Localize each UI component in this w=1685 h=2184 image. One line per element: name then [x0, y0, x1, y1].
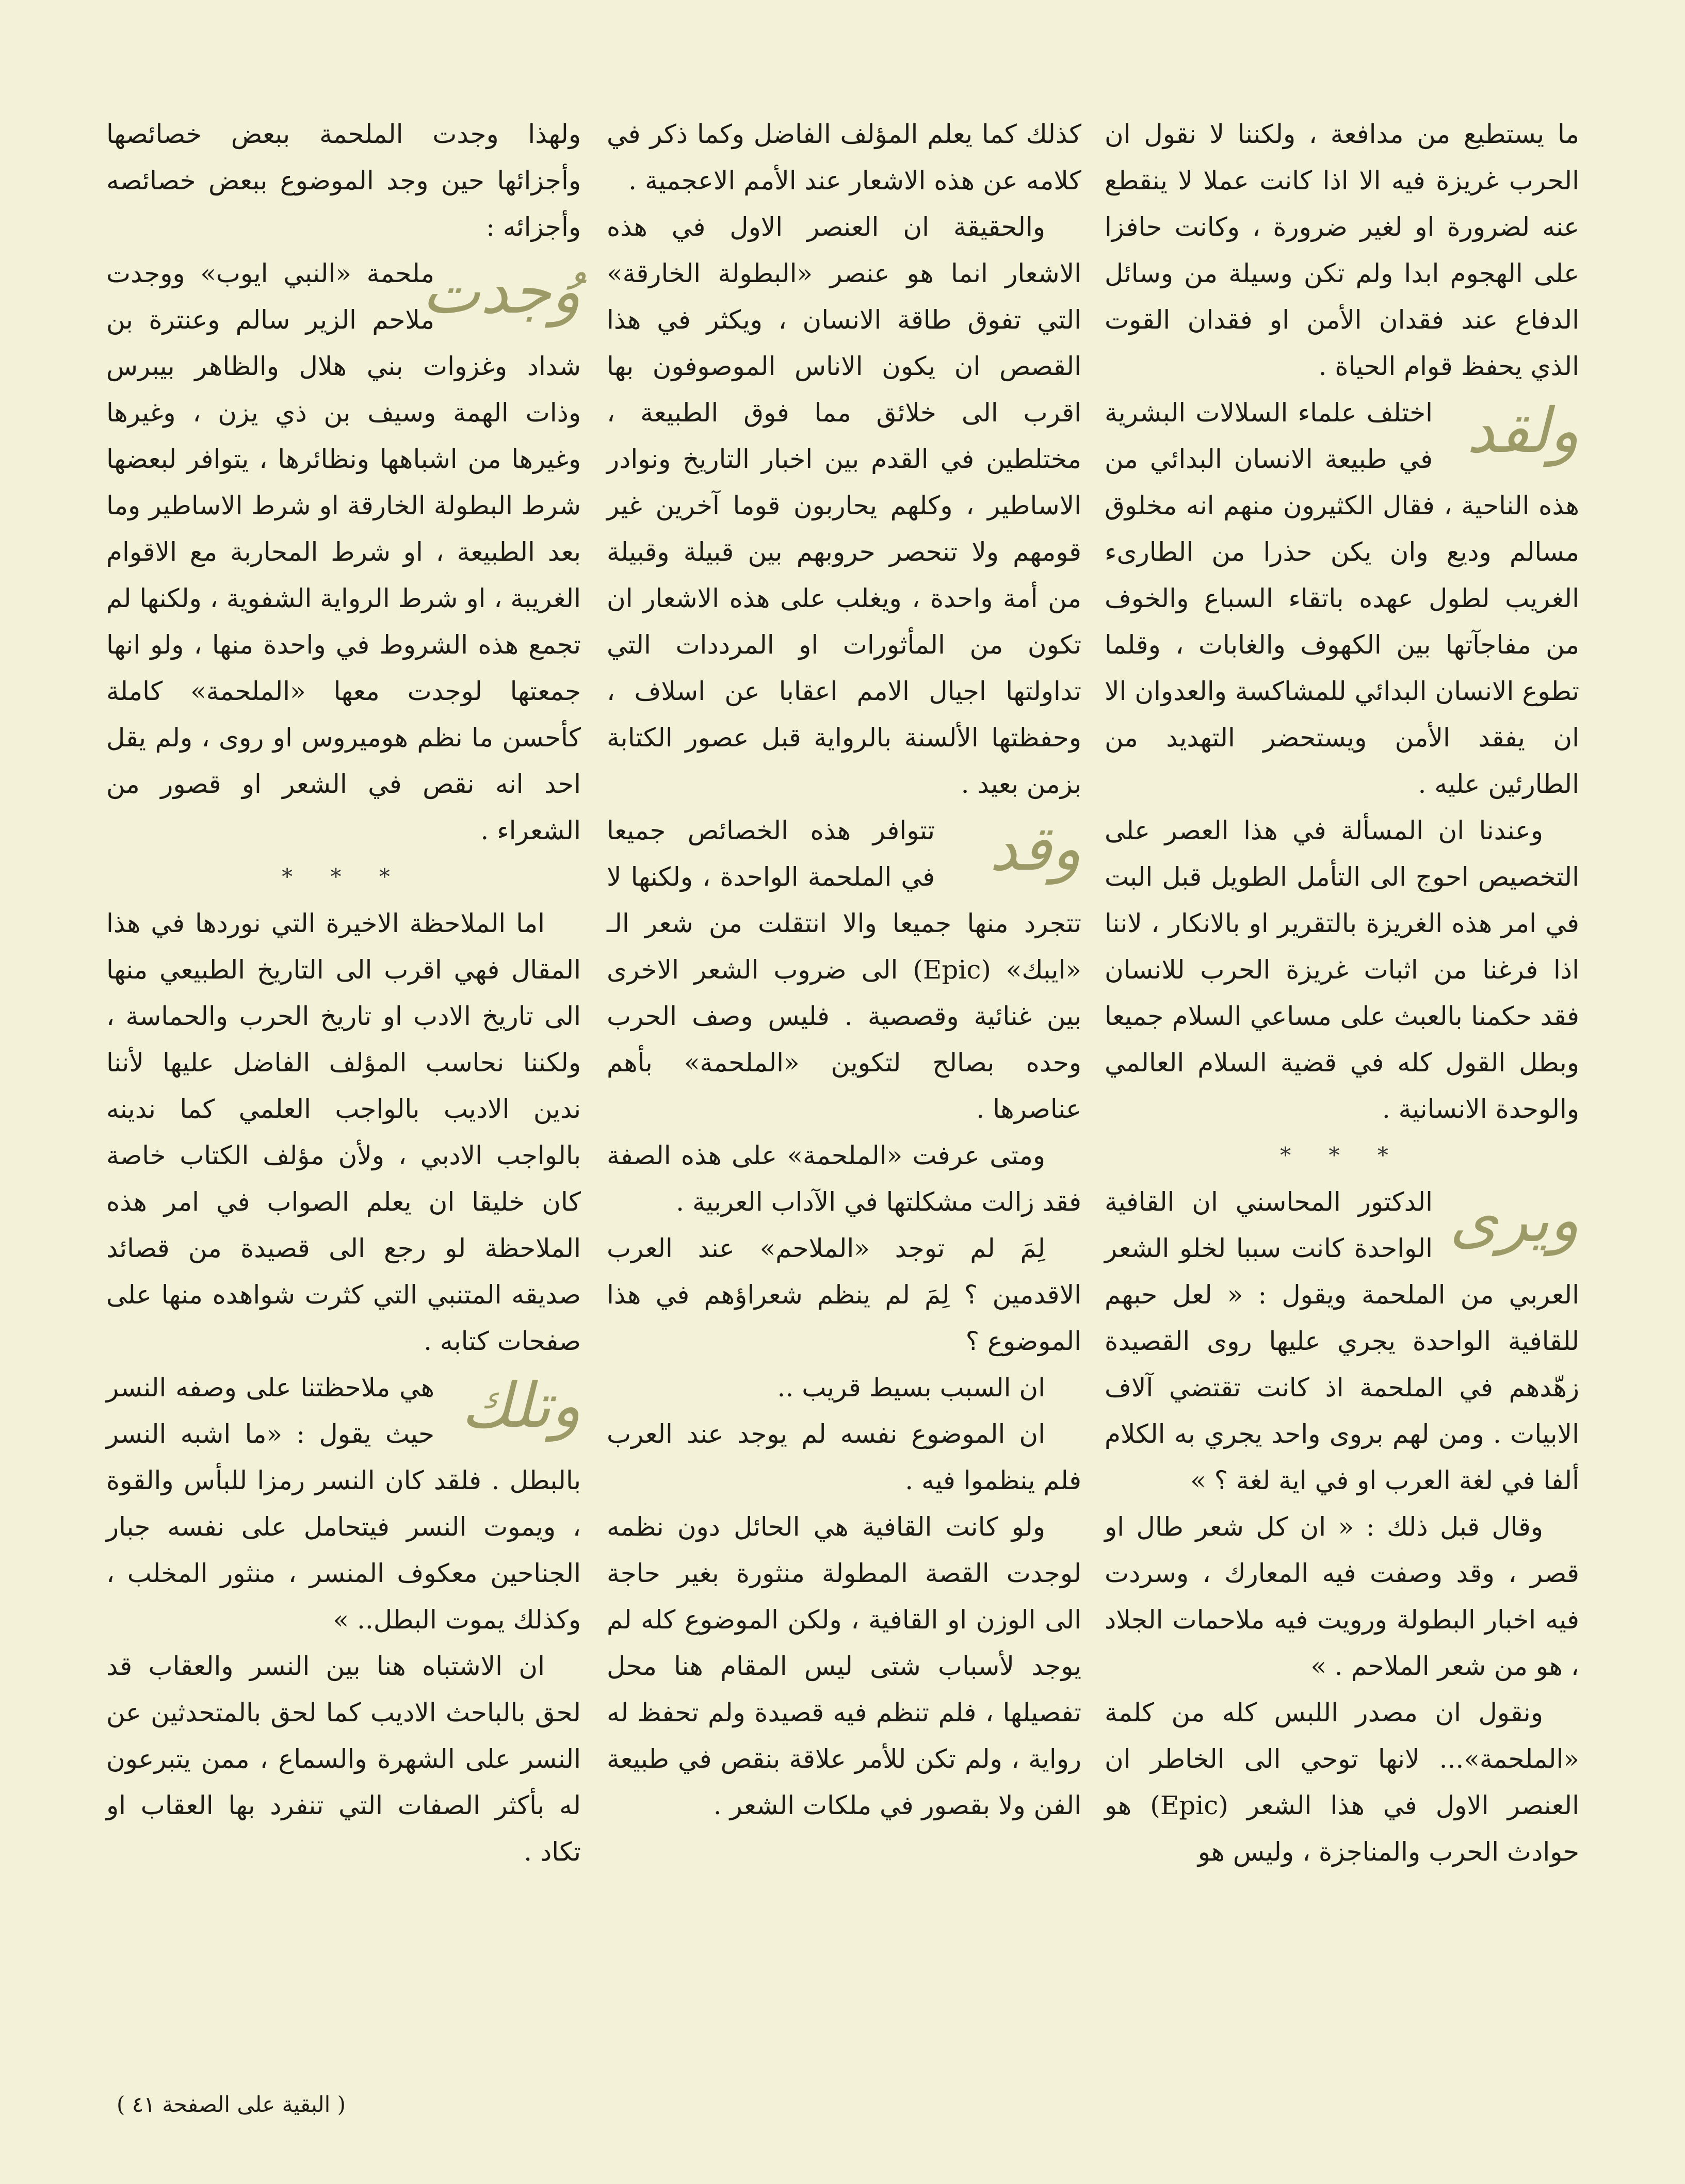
paragraph: وتلك هي ملاحظتنا على وصفه النسر حيث يقول : «ما اشبه النسر بالبطل . فلقد كان النسر رمزا للبأس والقوة ، ويموت النسر فيتحامل على نفسه جبار الجناحين معكوف المنسر ، منثور المخلب ، وكذلك يموت البطل.. »: [106, 1364, 581, 1643]
paragraph: لِمَ لم توجد «الملاحم» عند العرب الاقدمين ؟ لِمَ لم ينظم شعراؤهم في هذا الموضوع ؟: [607, 1233, 1081, 1356]
paragraph: اما الملاحظة الاخيرة التي نوردها في هذا المقال فهي اقرب الى التاريخ الطبيعي منها الى تاريخ الادب او تاريخ الحرب والحماسة ، ولكننا نحاسب المؤلف الفاضل عليها لأننا ندين الاديب بالواجب العلمي كما ندينه بالواجب الادبي ، ولأن مؤلف الكتاب خاصة كان خليقا ان يعلم الصواب في امر هذه الملاحظة لو رجع الى قصيدة من قصائد صديقه المتنبي التي كثرت شواهده منها على صفحات كتابه .: [106, 908, 581, 1356]
decorative-initial-word: ويرى: [1449, 1184, 1579, 1256]
paragraph: ونقول ان مصدر اللبس كله من كلمة «الملحمة»... لانها توحي الى الخاطر ان العنصر الاول في هذا الشعر (Epic) هو حوادث الحرب والمناجزة ، وليس هو: [1105, 1698, 1579, 1867]
paragraph: ولو كانت القافية هي الحائل دون نظمه لوجدت القصة المطولة منثورة بغير حاجة الى الوزن او القافية ، ولكن الموضوع كله لم يوجد لأسباب شتى ليس المقام هنا محل تفصيلها ، فلم تنظم فيه قصيدة ولم تحفظ له رواية ، ولم تكن للأمر علاقة بنقص في طبيعة الفن ولا بقصور في ملكات الشعر .: [607, 1512, 1081, 1820]
middle-column: [607, 111, 1081, 1829]
continuation-note: ( البقية على الصفحة ٤١ ): [117, 2092, 346, 2117]
paragraph: ويرى الدكتور المحاسني ان القافية الواحدة كانت سببا لخلو الشعر العربي من الملحمة ويقول : « لعل حبهم للقافية الواحدة يجري عليها روى القصيدة زهّدهم في الملحمة اذ كانت تقتضي آلاف الابيات . ومن لهم بروى واحد يجري به الكلام ألفا في لغة العرب او في اية لغة ؟ »: [1105, 1179, 1579, 1504]
paragraph: والحقيقة ان العنصر الاول في هذه الاشعار انما هو عنصر «البطولة الخارقة» التي تفوق طاقة الانسان ، ويكثر في هذا القصص ان يكون الاناس الموصوفون بها اقرب الى خلائق مما فوق الطبيعة ، مختلطين في القدم بين اخبار التاريخ ونوادر الاساطير ، وكلهم يحاربون قوما آخرين غير قومهم ولا تنحصر حروبهم بين قبيلة وقبيلة من أمة واحدة ، ويغلب على هذه الاشعار ان تكون من المأثورات او المرددات التي تداولتها اجيال الامم اعقابا عن اسلاف ، وحفظتها الألسنة بالرواية قبل عصور الكتابة بزمن بعيد .: [607, 212, 1081, 799]
paragraph: وُجدت ملحمة «النبي ايوب» ووجدت ملاحم الزير سالم وعنترة بن شداد وغزوات بني هلال والظاهر بيبرس وذات الهمة وسيف بن ذي يزن ، وغيرها وغيرها من اشباهها ونظائرها ، يتوافر لبعضها شرط البطولة الخارقة او شرط الاساطير وما بعد الطبيعة ، او شرط المحاربة مع الاقوام الغريبة ، او شرط الرواية الشفوية ، ولكنها لم تجمع هذه الشروط في واحدة منها ، ولو انها جمعتها لوجدت معها «الملحمة» كاملة كأحسن ما نظم هوميروس او روى ، ولم يقل احد انه نقص في الشعر او قصور من الشعراء .: [106, 250, 581, 854]
paragraph: ان الموضوع نفسه لم يوجد عند العرب فلم ينظموا فيه .: [607, 1419, 1081, 1495]
paragraph: كذلك كما يعلم المؤلف الفاضل وكما ذكر في كلامه عن هذه الاشعار عند الأمم الاعجمية .: [607, 119, 1081, 195]
decorative-initial-word: وتلك: [461, 1370, 581, 1442]
paragraph: ما يستطيع من مدافعة ، ولكننا لا نقول ان الحرب غريزة فيه الا اذا كانت عملا لا ينقطع عنه لضرورة او لغير ضرورة ، وكانت حافزا على الهجوم ابدا ولم تكن وسيلة من وسائل الدفاع عند فقدان الأمن او فقدان القوت الذي يحفظ قوام الحياة .: [1105, 119, 1579, 381]
section-divider: * * *: [1280, 1143, 1404, 1168]
paragraph: ان الاشتباه هنا بين النسر والعقاب قد لحق بالباحث الاديب كما لحق بالمتحدثين عن النسر على الشهرة والسماع ، ممن يتبرعون له بأكثر الصفات التي تنفرد بها العقاب او تكاد .: [106, 1651, 581, 1867]
section-divider: * * *: [282, 864, 406, 889]
paragraph: وعندنا ان المسألة في هذا العصر على التخصيص احوج الى التأمل الطويل قبل البت في امر هذه الغريزة بالتقرير او بالانكار ، لاننا اذا فرغنا من اثبات غريزة الحرب للانسان فقد حكمنا بالعبث على مساعي السلام جميعا وبطل القول كله في قضية السلام العالمي والوحدة الانسانية .: [1105, 816, 1579, 1124]
decorative-initial-word: وقد: [989, 813, 1081, 885]
right-column: [1105, 111, 1579, 1875]
paragraph: ولهذا وجدت الملحمة ببعض خصائصها وأجزائها حين وجد الموضوع ببعض خصائصه وأجزائه :: [106, 119, 581, 242]
decorative-initial-word: ولقد: [1466, 395, 1579, 467]
paragraph: ان السبب بسيط قريب ..: [777, 1373, 1045, 1403]
left-column: [106, 111, 581, 1875]
paragraph: وقد تتوافر هذه الخصائص جميعا في الملحمة الواحدة ، ولكنها لا تتجرد منها جميعا والا انتقلت من شعر الـ «ايبك» (Epic) الى ضروب الشعر الاخرى بين غنائية وقصصية . فليس وصف الحرب وحده بصالح لتكوين «الملحمة» بأهم عناصرها .: [607, 807, 1081, 1132]
paragraph: ومتى عرفت «الملحمة» على هذه الصفة فقد زالت مشكلتها في الآداب العربية .: [607, 1140, 1081, 1217]
paragraph: ولقد اختلف علماء السلالات البشرية في طبيعة الانسان البدائي من هذه الناحية ، فقال الكثيرون منهم انه مخلوق مسالم وديع وان يكن حذرا من الطارىء الغريب لطول عهده باتقاء السباع والخوف من مفاجآتها بين الكهوف والغابات ، وقلما تطوع الانسان البدائي للمشاكسة والعدوان الا ان يفقد الأمن ويستحضر التهديد من الطارئين عليه .: [1105, 389, 1579, 807]
decorative-initial-word: وُجدت: [422, 256, 581, 328]
paragraph: وقال قبل ذلك : « ان كل شعر طال او قصر ، وقد وصفت فيه المعارك ، وسردت فيه اخبار البطولة ورويت فيه ملاحمات الجلاد ، هو من شعر الملاحم . »: [1105, 1512, 1579, 1681]
